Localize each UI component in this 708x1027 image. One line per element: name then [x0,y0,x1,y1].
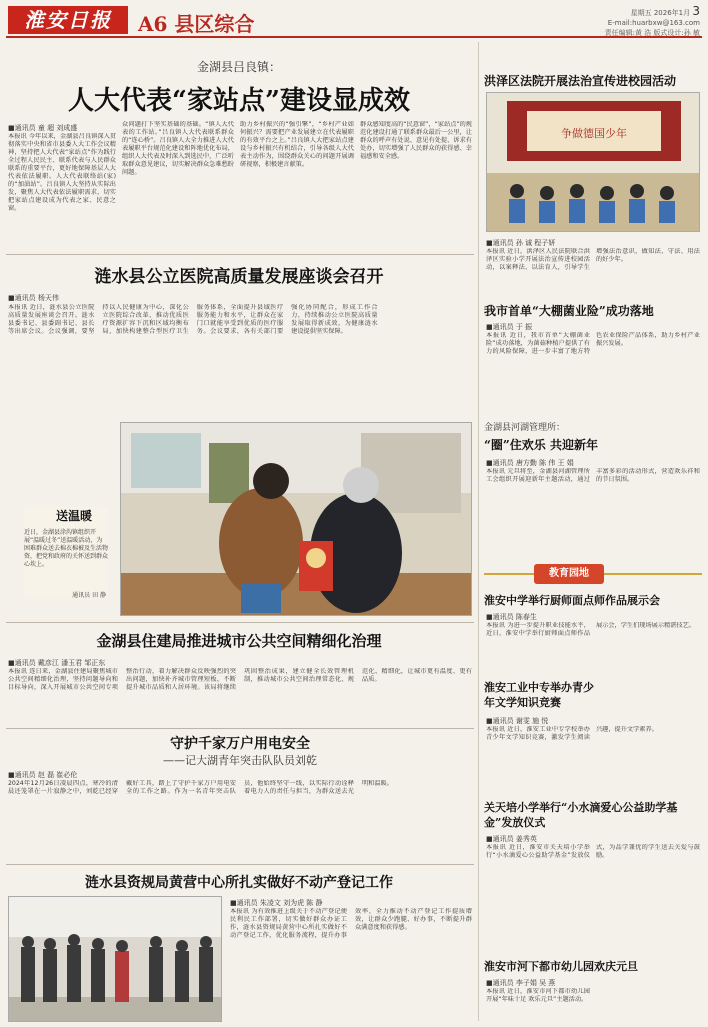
right4-body: 本报讯 为进一步提升职业技能水平，近日，淮安中学举行厨师面点师作品展示会，学生们现场展示精湛技艺。 [486,622,695,637]
registration-illustration [9,897,222,1022]
issue-date: 星期五 2026年1月 [630,9,691,17]
right3-body: 本报讯 元旦将至，金湖县河湖管理所工会组织开展迎新年主题活动，通过丰富多彩的活动形式，营造欢乐祥和的节日氛围。 [486,468,700,483]
right4-headline[interactable]: 淮安中学举行厨师面点师作品展示会 [484,594,660,607]
article4-body: 2024年12月26日凌晨四点，寒冷的清晨还笼罩在一片寂静之中，刘乾已经穿戴好工具，踏上了守护千家万户用电安全的工作之路。作为一名青年突击队员，他始终坚守一线，以实际行动诠释着电力人的责任与担当，为群众送去光明和温暖。 [8,780,393,795]
masthead-info [605,6,700,38]
right1-headline[interactable]: 洪泽区法院开展法治宣传进校园活动 [484,74,677,88]
right1-byline: ■通讯员 孙 诚 程子妍 [486,239,556,247]
article2-headline[interactable]: 涟水县公立医院高质量发展座谈会召开 [94,267,384,287]
divider-rule [6,622,474,623]
article3-byline: ■通讯员 戴彦江 潘玉君 邹正东 [8,659,106,667]
divider-rule [6,254,474,255]
editor-credits: 责任编辑:黄 浩 版式设计:孙 敏 [604,29,700,37]
article4-byline: ■通讯员 赵 磊 崔必伦 [8,771,78,779]
article5-body: 本报讯 为有效推进上级关于不动产登记便民利民工作部署，切实做好群众办证工作，涟水县资规局黄营中心所扎实做好不动产登记工作，优化服务流程，提升办事效率，全力推动不动产登记工作提质增效，让群众少跑腿、好办事，不断提升群众满意度和获得感。 [230,908,472,939]
article1-byline: ■通讯员 童 超 刘成盛 [8,124,78,132]
elderly-visit-photo [120,422,472,616]
article1-col3: 助力乡村振兴的“强引擎”，“乡村产业如何振兴？需要把产业发展建立在代表履职的有效平台之上。”吕良镇人大把家站点建设与乡村振兴有机结合，引导各级人大代表主动作为，围绕群众关心的问题开展调研视察，积极建言献策。 [240,121,354,168]
education-banner [484,564,702,584]
right6-body: 本报讯 近日，淮安市关天培小学举行“小水滴爱心公益助学基金”发放仪式，为品学兼优的学生送去关爱与鼓励。 [486,844,700,859]
masthead [6,4,702,38]
article1-headline[interactable]: 人大代表“家站点”建设显成效 [68,86,410,116]
right3-kicker: 金湖县河湖管理所： [484,423,566,433]
article1-col1: 本报讯 今年以来，金湖县吕良镇深入贯彻落实中央和省市县委人大工作会议精神，坚持把人大代表“家站点”作为践行全过程人民民主、联系代表与人民群众联系的重要平台，更好地保障基层人大代表依法履职。人大代表联络站(家)的“加油站”。吕良镇人大坚持从实际出发，聚焦人大代表依法履职需求，切实把家站点建设成为代表之家、民意之窗。 [8,133,116,212]
right4-byline: ■通讯员 陈春生 [486,613,537,621]
divider-rule [6,728,474,729]
page-number: 3 [692,4,700,18]
article4-headline[interactable]: 守护千家万户用电安全 [170,736,310,752]
article2-byline: ■通讯员 杨天伟 [8,294,59,302]
divider-rule [6,864,474,865]
right7-headline[interactable]: 淮安市河下都市幼儿园欢庆元旦 [484,960,638,973]
article4-subhead: ——记大湖青年突击队队员刘乾 [163,754,317,767]
article1-kicker: 金湖县吕良镇： [196,60,281,74]
sidebar-byline: 通讯员 田 静 [72,592,106,599]
sidebar-title[interactable]: 送温暖 [56,509,93,523]
article3-body: 本报讯 连日来，金湖县住建局聚焦城市公共空间精细化治理，坚持问题导向和目标导向，深入开展城市公共空间专项整治行动，着力解决群众反映强烈的突出问题，加快补齐城市管理短板，不断提升城市品质和人居环境。该局将继续巩固整治成果，建立健全长效管理机制，推动城市公共空间治理常态化、规范化、精细化，让城市更有温度、更有品质。 [8,668,472,691]
right2-headline[interactable]: 我市首单“大棚菌业险”成功落地 [484,304,654,318]
right5-body: 本报讯 近日，淮安工业中专学校举办青少年文学知识竞赛，激发学生阅读兴趣，提升文学素养。 [486,726,658,741]
education-tag[interactable]: 教育园地 [534,564,604,584]
law-campaign-photo [486,92,700,232]
right7-body: 本报讯 近日，淮安市河下都市幼儿园开展“年味十足 欢乐元旦”主题活动。 [486,988,590,1003]
right7-byline: ■通讯员 李子娟 吴 燕 [486,979,556,987]
elderly-visit-illustration [121,423,472,616]
right2-byline: ■通讯员 于 振 [486,323,533,331]
article5-headline[interactable]: 涟水县资规局黄营中心所扎实做好不动产登记工作 [85,875,393,891]
right1-body: 本报讯 近日，洪泽区人民法院联合洪泽区实验小学开展法治宣传进校园活动，以案释法、以法育人，引导学生增强法治意识，做知法、守法、用法的好少年。 [486,248,700,271]
law-campaign-illustration [487,93,700,232]
article3-headline[interactable]: 金湖县住建局推进城市公共空间精细化治理 [96,632,382,650]
right5-byline: ■通讯员 谢雯 施 悦 [486,717,549,725]
article5-byline: ■通讯员 朱凌文 刘为虎 陈 静 [230,899,323,907]
screen-text: 争做德国少年 [561,127,627,140]
section-title: A6 县区综合 [138,12,255,36]
sidebar-text: 近日，金湖县涂沟镇组织开展“温暖过冬”送温暖活动，为困难群众送去棉衣棉被及生活物资，把党和政府的关怀送到群众心坎上。 [24,529,109,568]
right6-headline[interactable]: 关天培小学举行“小水滴爱心公益助学基金”发放仪式 [484,801,678,829]
right6-byline: ■通讯员 姜秀英 [486,835,537,843]
article1-col2: 众问题打下坚实基础的基础。“镇人大代表的工作站。”吕良镇人大代表联系群众的“连心桥”。吕良镇人大全力推进人大代表履职平台规范化建设和阵地优化布局，组织人大代表及时深入到选民中，广泛听取群众意见建议，切实解决群众急难愁盼问题。 [122,121,234,176]
registration-photo [8,896,222,1022]
article1-col4: 群众感知度高的“民意窗”，“家站点”的规范化建设打通了联系群众最后一公里，让群众的呼声有处说、意见有处提、诉求有处办，切实增强了人民群众的获得感、幸福感和安全感。 [360,121,472,160]
right3-headline[interactable]: “圈”住欢乐 共迎新年 [484,438,598,452]
contact-email[interactable]: E-mail:huarbxw@163.com [607,19,700,27]
sidebar-box [24,507,108,599]
right2-body: 本报讯 近日，我市首单“大棚菌业险”成功落地，为菌菇种植户提供了有力的风险保障，进一步丰富了地方特色农业保险产品体系，助力乡村产业振兴发展。 [486,332,700,355]
right3-byline: ■通讯员 唐方勤 陈 伟 王 娟 [486,459,574,467]
column-divider [478,42,479,1021]
right5-headline[interactable]: 淮安工业中专举办青少年文学知识竞赛 [484,681,594,709]
article2-body: 本报讯 近日，涟水县公立医院高质量发展座谈会召开。涟水县委书记、县委副书记、县长等出席会议。会议强调，要坚持以人民健康为中心，深化公立医院综合改革，推动优质医疗资源扩容下沉和区域均衡布局，加快构建整合型医疗卫生服务体系，全面提升县域医疗服务能力和水平，让群众在家门口就能享受到优质的医疗服务。会议要求，各有关部门要强化协同配合，形成工作合力，持续推动公立医院高质量发展取得新成效，为健康涟水建设提供坚实保障。 [8,304,378,335]
newspaper-logo[interactable]: 淮安日报 [8,6,128,34]
